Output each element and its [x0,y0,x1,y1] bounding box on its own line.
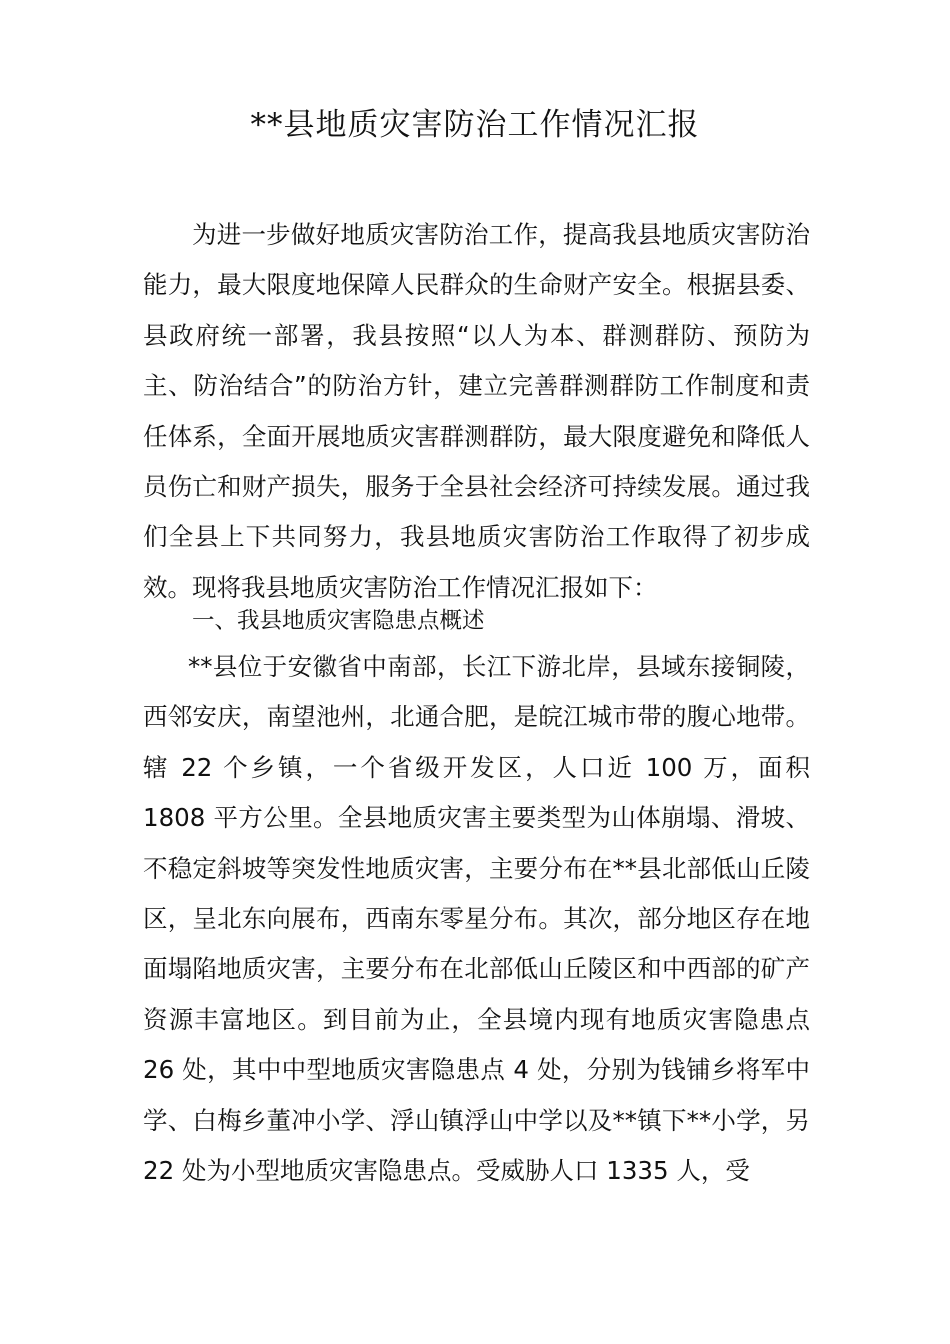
section-heading: 一、我县地质灾害隐患点概述 [192,608,485,634]
section-paragraph: **县位于安徽省中南部，长江下游北岸，县域东接铜陵，西邻安庆，南望池州，北通合肥，是皖江城市带的腹心地带。辖 22 个乡镇，一个省级开发区，人口近 100 万，面积 1808 平方公里。全县地质灾害主要类型为山体崩塌、滑坡、不稳定斜坡等突发性地质灾害，主要分布在**县北部低山丘陵区，呈北东向展布，西南东零星分布。其次，部分地区存在地面塌陷地质灾害，主要分布在北部低山丘陵区和中西部的矿产资源丰富地区。到目前为止，全县境内现有地质灾害隐患点 26 处，其中中型地质灾害隐患点 4 处，分别为钱铺乡将军中学、白梅乡董冲小学、浮山镇浮山中学以及**镇下**小学，另 22 处为小型地质灾害隐患点。受威胁人口 1335 人，受 [143,652,810,1186]
document-title: **县地质灾害防治工作情况汇报 [250,107,700,143]
intro-paragraph: 为进一步做好地质灾害防治工作，提高我县地质灾害防治能力，最大限度地保障人民群众的生命财产安全。根据县委、县政府统一部署，我县按照“以人为本、群测群防、预防为主、防治结合”的防治方针，建立完善群测群防工作制度和责任体系，全面开展地质灾害群测群防，最大限度避免和降低人员伤亡和财产损失，服务于全县社会经济可持续发展。通过我们全县上下共同努力，我县地质灾害防治工作取得了初步成效。现将我县地质灾害防治工作情况汇报如下： [143,220,810,602]
